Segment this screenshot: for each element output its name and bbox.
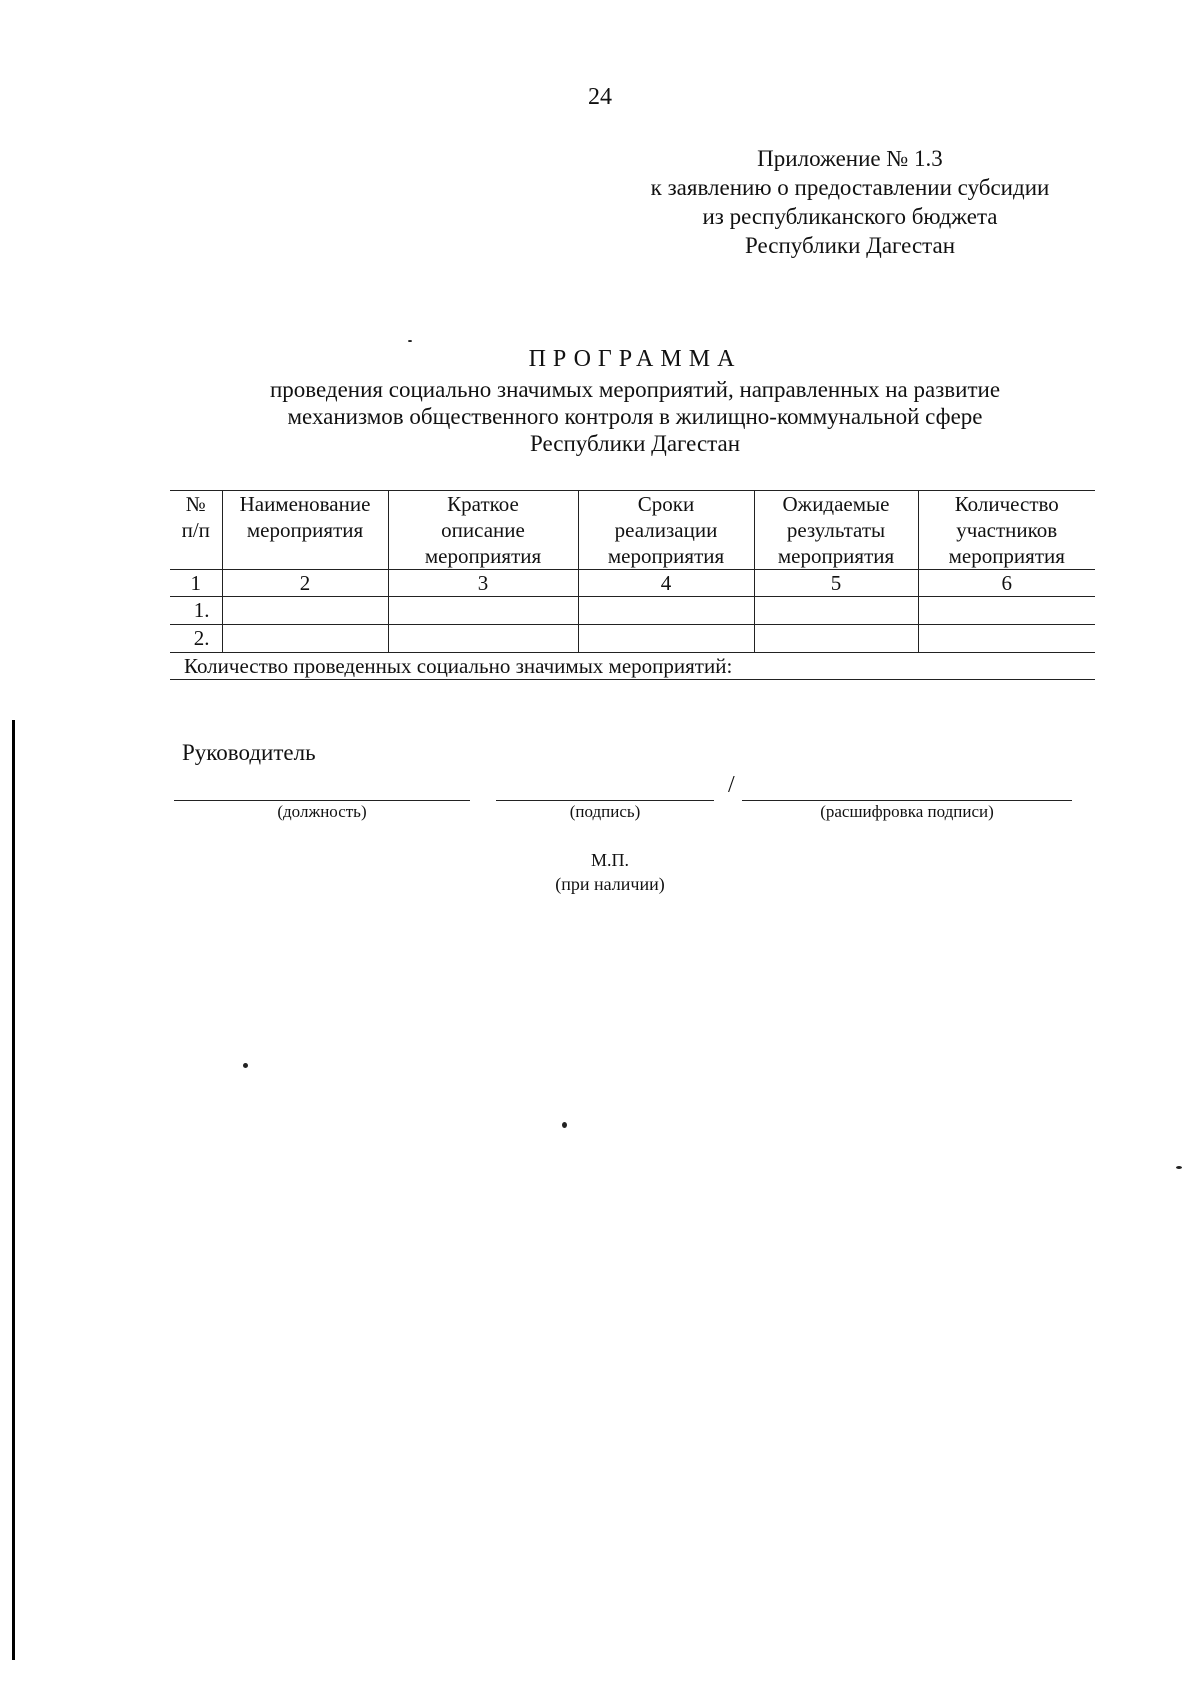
decoding-line [742,800,1072,801]
table-cell [578,597,754,625]
page-number: 24 [588,84,612,110]
table-header-row [170,491,1095,570]
document-title: ПРОГРАММА [528,346,742,372]
subtitle-line: механизмов общественного контроля в жилищно-коммунальной сфере [287,404,983,429]
table-cell [918,625,1095,653]
header-label: участников [956,518,1058,542]
column-number: 5 [754,570,918,597]
header-label: Сроки [637,492,695,516]
scan-speck [1176,1166,1182,1169]
document-subtitle [0,376,1200,457]
signature-slash: / [728,772,735,798]
table-cell [578,625,754,653]
program-table [170,490,1095,680]
header-label: реализации [614,518,718,542]
table-cell [754,625,918,653]
seal-block [500,848,720,896]
header-label: Ожидаемые [782,492,890,516]
table-cell [918,597,1095,625]
header-label: Краткое [447,492,519,516]
column-number: 3 [388,570,578,597]
header-label: результаты [786,518,886,542]
table-cell [222,597,388,625]
column-number: 1 [170,570,222,597]
appendix-line: из республиканского бюджета [702,204,998,229]
header-expected-results [754,491,918,570]
subtitle-line: Республики Дагестан [530,431,740,456]
header-label: мероприятия [948,544,1065,568]
table-cell [754,597,918,625]
appendix-line: Приложение № 1.3 [757,146,943,171]
total-row [170,653,1095,680]
table-row [170,597,1095,625]
column-number: 6 [918,570,1095,597]
appendix-line: к заявлению о предоставлении субсидии [650,175,1050,200]
header-label: мероприятия [607,544,725,568]
header-event-name [222,491,388,570]
decoding-caption: (расшифровка подписи) [820,802,994,821]
header-label: Наименование [239,492,371,516]
head-label: Руководитель [182,740,316,765]
row-number: 2. [170,625,222,653]
appendix-note [590,144,1110,260]
table-cell [388,597,578,625]
row-number: 1. [170,597,222,625]
table-cell [222,625,388,653]
column-number-row [170,570,1095,597]
total-label: Количество проведенных социально значимых мероприятий: [170,653,1095,680]
header-participants [918,491,1095,570]
appendix-line: Республики Дагестан [745,233,955,258]
scan-speck [562,1122,567,1128]
signature-line [496,800,714,801]
header-label: № [185,492,206,516]
header-label: мероприятия [424,544,542,568]
header-label: мероприятия [246,518,364,542]
header-description [388,491,578,570]
seal-note: (при наличии) [555,874,665,894]
position-caption: (должность) [277,802,367,821]
subtitle-line: проведения социально значимых мероприятий, направленных на развитие [269,377,1001,402]
column-number: 4 [578,570,754,597]
header-label: мероприятия [777,544,895,568]
header-label: п/п [181,518,210,542]
header-label: описание [441,518,525,542]
table-cell [388,625,578,653]
signature-caption: (подпись) [569,802,641,821]
table-row [170,625,1095,653]
column-number: 2 [222,570,388,597]
header-number [170,491,222,570]
header-deadlines [578,491,754,570]
seal-label: М.П. [590,850,629,870]
position-line [174,800,470,801]
scan-speck [243,1063,248,1068]
scan-edge-mark [12,720,15,1660]
scan-speck [408,340,412,342]
header-label: Количество [954,492,1059,516]
